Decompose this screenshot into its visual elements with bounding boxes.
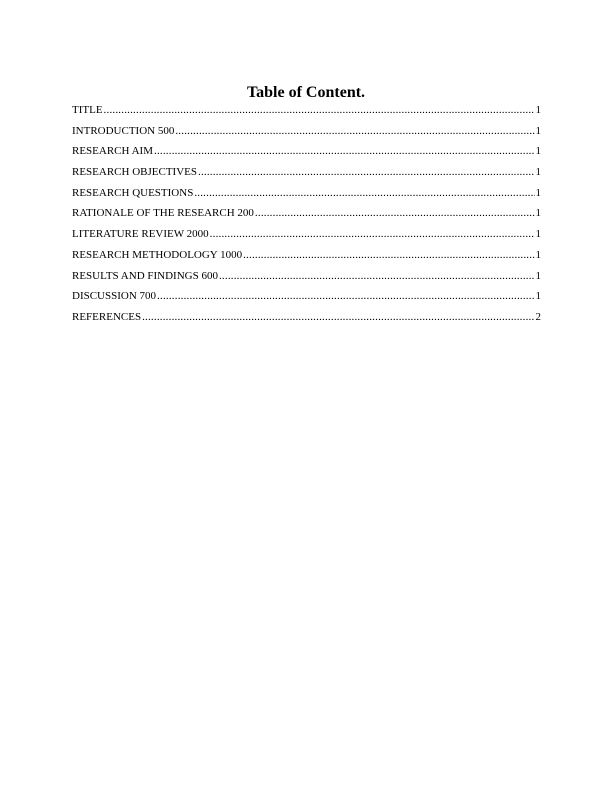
- toc-entry-page-number: 1: [535, 290, 541, 303]
- toc-entry-research-aim[interactable]: [72, 144, 541, 165]
- toc-entry-label: LITERATURE REVIEW 2000: [72, 228, 209, 241]
- toc-entry-literature-review[interactable]: [72, 227, 541, 248]
- toc-entry-page-number: 1: [535, 124, 541, 137]
- toc-entry-page-number: 2: [535, 310, 541, 323]
- toc-entry-page-number: 1: [535, 104, 541, 116]
- table-of-contents: [72, 103, 541, 331]
- toc-heading: Table of Content.: [246, 84, 366, 101]
- toc-dot-leader: [157, 289, 534, 303]
- toc-dot-leader: [175, 124, 534, 138]
- toc-entry-rationale[interactable]: [72, 206, 541, 227]
- toc-dot-leader: [198, 165, 535, 179]
- toc-dot-leader: [142, 310, 534, 324]
- toc-entry-introduction[interactable]: [72, 124, 541, 145]
- toc-entry-label: RESEARCH AIM: [72, 145, 153, 158]
- toc-entry-page-number: 1: [535, 248, 541, 261]
- toc-entry-title[interactable]: [72, 103, 541, 124]
- toc-entry-label: TITLE: [72, 104, 103, 116]
- toc-entry-research-questions[interactable]: [72, 186, 541, 207]
- toc-dot-leader: [219, 269, 535, 283]
- toc-entry-page-number: 1: [535, 207, 541, 220]
- toc-entry-research-methodology[interactable]: [72, 248, 541, 269]
- toc-dot-leader: [104, 103, 535, 117]
- toc-entry-page-number: 1: [535, 186, 541, 199]
- toc-entry-label: RESEARCH METHODOLOGY 1000: [72, 248, 243, 261]
- toc-entry-page-number: 1: [535, 228, 541, 241]
- toc-entry-label: RESEARCH OBJECTIVES: [72, 166, 197, 179]
- toc-dot-leader: [210, 227, 535, 241]
- toc-dot-leader: [243, 248, 534, 262]
- toc-entry-results-and-findings[interactable]: [72, 269, 541, 290]
- toc-entry-label: RATIONALE OF THE RESEARCH 200: [72, 207, 254, 220]
- toc-dot-leader: [154, 144, 535, 158]
- toc-entry-label: DISCUSSION 700: [72, 290, 157, 303]
- toc-entry-label: RESULTS AND FINDINGS 600: [72, 269, 218, 282]
- toc-entry-label: REFERENCES: [72, 310, 142, 323]
- toc-entry-references[interactable]: [72, 310, 541, 331]
- toc-entry-page-number: 1: [535, 145, 541, 158]
- toc-entry-discussion[interactable]: [72, 289, 541, 310]
- toc-entry-label: RESEARCH QUESTIONS: [72, 186, 194, 199]
- toc-dot-leader: [255, 206, 535, 220]
- toc-dot-leader: [194, 186, 534, 200]
- toc-entry-research-objectives[interactable]: [72, 165, 541, 186]
- toc-entry-page-number: 1: [535, 166, 541, 179]
- toc-entry-page-number: 1: [535, 269, 541, 282]
- toc-entry-label: INTRODUCTION 500: [72, 124, 175, 137]
